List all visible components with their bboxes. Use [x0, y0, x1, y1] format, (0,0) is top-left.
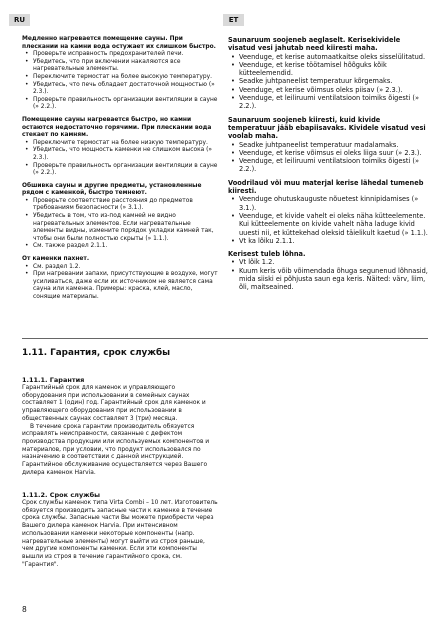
ru-troubleshoot-heading: Медленно нагревается помещение сауны. При плескании на камни вода остужает их слишком быстро.: [22, 36, 216, 50]
et-troubleshoot-list: [228, 53, 428, 111]
et-troubleshoot-heading: Voodrilaud või muu materjal kerise lähedal tumeneb kiiresti.: [228, 178, 424, 196]
ru-troubleshoot-section: [22, 256, 218, 302]
ru-troubleshoot-list: [22, 140, 218, 178]
section-divider: [22, 338, 428, 339]
ru-troubleshoot-heading: От каменки пахнет.: [22, 256, 90, 263]
et-troubleshoot-list: [228, 141, 428, 174]
et-troubleshoot-list: [228, 195, 428, 245]
ru-troubleshoot-section: [22, 117, 218, 178]
et-troubleshoot-section: [228, 179, 428, 245]
et-troubleshoot-section: [228, 116, 428, 174]
right-column-troubleshooting: [228, 36, 428, 297]
ru-troubleshoot-heading: Обшивка сауны и другие предметы, установленные рядом с каменкой, быстро темнеют.: [22, 182, 202, 197]
list-item: • Убедитесь, что печь обладает достаточной мощностью (» 2.3.).: [33, 82, 218, 97]
list-item: • Veenduge, et kivide vahelt ei oleks näha kütteelemente. Kui kütteelemente on kivide vahelt näha laduge kivid uuesti nii, et küttekehad oleksid täielikult kaetud (» 1.1.).: [239, 212, 428, 237]
list-item: • Vt lõik 1.2.: [239, 258, 428, 266]
warranty-heading: 1.11.1. Гарантия: [22, 376, 85, 384]
list-item: • Veenduge, et leiliruumi ventilatsioon toimiks õigesti (» 2.2.).: [239, 157, 428, 174]
et-troubleshoot-heading: Kerisest tuleb lõhna.: [228, 250, 306, 259]
language-tab-ru: RU: [9, 14, 30, 26]
list-item: • Vt ka lõiku 2.1.1.: [239, 237, 428, 245]
et-troubleshoot-list: [228, 258, 428, 291]
list-item: • Убедитесь, что мощность каменки не слишком высока (» 2.3.).: [33, 147, 218, 162]
ru-troubleshoot-section: [22, 183, 218, 251]
ru-troubleshoot-heading: Помещение сауны нагревается быстро, но камни остаются недостаточно горячими. При плескании вода стекает по камням.: [22, 116, 212, 139]
left-column-troubleshooting: [22, 36, 218, 307]
list-item: • Kuum keris võib võimendada õhuga segunenud lõhnasid, mida siiski ei põhjusta saun ega keris. Näited: värv, liim, õli, maitseained.: [239, 267, 428, 292]
list-item: • Убедитесь в том, что из-под камней не видно нагревательных элементов. Если нагревательные элементы видны, измените порядок укладки камней так, чтобы они были полностью скрыты (» 1.1.).: [33, 213, 218, 243]
list-item: • Veenduge, et kerise automaatkaitse oleks sisselülitatud.: [239, 53, 428, 61]
et-troubleshoot-heading: Saunaruum soojeneb aeglaselt. Kerisekividele visatud vesi jahutab need kiiresti maha.: [228, 36, 401, 53]
et-troubleshoot-section: [228, 250, 428, 291]
service-life-paragraph: Срок службы каменок типа Virta Combi – 10 лет. Изготовитель обязуется производить запасные части к каменке в течение срока службы. Запасные части Вы можете приобрести через Вашего дилера каменок Harvia. При интенсивном использовании каменки некоторые компоненты (напр. нагревательные элементы) могут выйти из строя раньше, чем другие компоненты каменки. Если эти компоненты вышли из строя в течение гарантийного срока, см. "Гарантия".: [22, 500, 218, 568]
list-item: • Убедитесь, что при включении накаляются все нагревательные элементы.: [33, 59, 218, 74]
list-item: • Переключите термостат на более низкую температуру.: [33, 140, 218, 148]
list-item: • Проверьте правильность организации вентиляции в сауне (» 2.2.).: [33, 163, 218, 178]
list-item: • Veenduge, et kerise võimsus oleks piisav (» 2.3.).: [239, 86, 428, 94]
warranty-paragraph-2: В течение срока гарантии производитель обязуется исправлять неисправности, связанные с дефектом производства продукции или используемых компонентов и материалов, при условии, что продукт использовался по назначению в соответствии с данной инструкцией. Гарантийное обслуживание осуществляется через Вашего дилера каменок Harvia.: [22, 423, 210, 476]
service-life-section: [22, 491, 218, 569]
warranty-section: [22, 376, 218, 477]
list-item: • Veenduge, et leiliruumi ventilatsioon toimiks õigesti (» 2.2.).: [239, 94, 428, 111]
list-item: • Veenduge, et kerise töötamisel hõõguks kõik kütteelemendid.: [239, 61, 428, 78]
page-number: 8: [22, 605, 27, 614]
et-troubleshoot-section: [228, 36, 428, 111]
list-item: • Проверьте правильность организации вентиляции в сауне (» 2.2.).: [33, 97, 218, 112]
list-item: • Seadke juhtpaneelist temperatuur kõrgemaks.: [239, 77, 428, 85]
list-item: • См. раздел 1.2.: [33, 264, 218, 272]
list-item: • Проверьте соответствие расстояния до предметов требованиям безопасности (» 3.1.).: [33, 198, 218, 213]
ru-troubleshoot-list: [22, 264, 218, 302]
list-item: • Переключите термостат на более высокую температуру.: [33, 74, 218, 82]
service-life-heading: 1.11.2. Срок службы: [22, 491, 101, 499]
language-tab-et: ET: [223, 14, 244, 26]
list-item: • См. также раздел 2.1.1.: [33, 243, 218, 251]
list-item: • Проверьте исправность предохранителей печи.: [33, 51, 218, 59]
ru-troubleshoot-list: [22, 51, 218, 112]
warranty-paragraph-1: Гарантийный срок для каменок и управляющего оборудования при использовании в семейных саунах составляет 1 (один) год. Гарантийный срок для каменок и управляющего оборудования при использовании в общественных саунах составляет 3 (три) месяца.: [22, 385, 206, 422]
section-title: 1.11. Гарантия, срок службы: [22, 348, 171, 358]
list-item: • Veenduge, et kerise võimsus ei oleks liiga suur (» 2.3.).: [239, 149, 428, 157]
ru-troubleshoot-list: [22, 198, 218, 251]
list-item: • Seadke juhtpaneelist temperatuur madalamaks.: [239, 141, 428, 149]
list-item: • Veenduge ohutuskauguste nõuetest kinnipidamises (» 3.1.).: [239, 195, 428, 212]
et-troubleshoot-heading: Saunaruum soojeneb kiiresti, kuid kivide temperatuur jääb ebapiisavaks. Kividele visatud vesi voolab maha.: [228, 115, 426, 141]
list-item: • При нагревании запахи, присутствующие в воздухе, могут усиливаться, даже если их источником не является сама сауна или каменка. Примеры: краска, клей, масло, сонящие материалы.: [33, 271, 218, 301]
ru-troubleshoot-section: [22, 36, 218, 112]
